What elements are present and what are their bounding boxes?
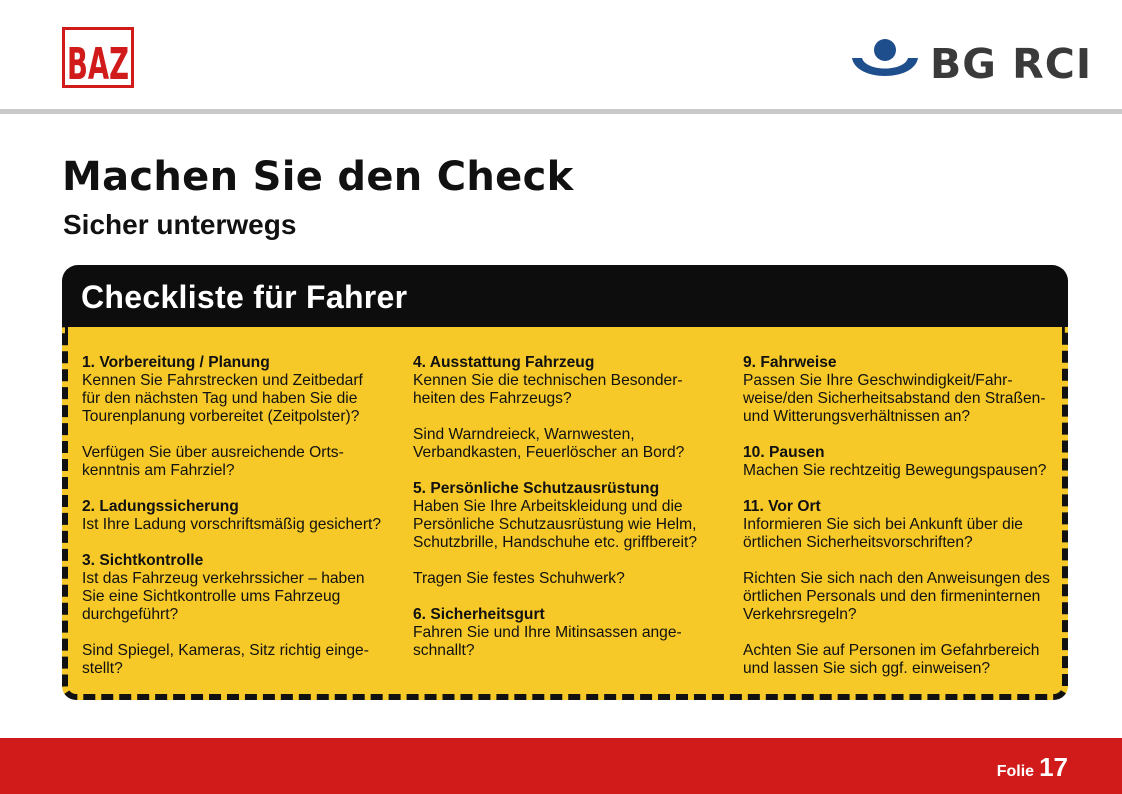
- section-text: Sind Warndreieck, Warnwesten, Verbandkasten, Feuerlöscher an Bord?: [413, 426, 685, 461]
- checklist-title: Checkliste für Fahrer: [81, 279, 408, 315]
- checklist-section: [413, 480, 733, 588]
- section-text: Ist Ihre Ladung vorschriftsmäßig gesichert?: [82, 516, 382, 533]
- footer-bar: [0, 738, 1122, 794]
- section-title: 1. Vorbereitung / Planung: [82, 354, 270, 371]
- section-title: 6. Sicherheitsgurt: [413, 606, 545, 623]
- baz-logo: [62, 27, 134, 88]
- checklist-section: [743, 498, 1063, 678]
- section-text: Sind Spiegel, Kameras, Sitz richtig einge- stellt?: [82, 642, 369, 677]
- section-text: Machen Sie rechtzeitig Bewegungspausen?: [743, 462, 1047, 479]
- section-text: Richten Sie sich nach den Anweisungen des örtlichen Personals und den firmeninternen Verkehrsregeln?: [743, 570, 1050, 623]
- section-title: 10. Pausen: [743, 444, 825, 461]
- section-text: Fahren Sie und Ihre Mitinsassen ange- schnallt?: [413, 624, 682, 659]
- section-title: 3. Sichtkontrolle: [82, 552, 204, 569]
- section-title: 2. Ladungssicherung: [82, 498, 239, 515]
- checklist-body: [62, 327, 1068, 700]
- baz-logo-text: BAZ: [67, 39, 129, 90]
- checklist-section: [82, 498, 402, 534]
- checklist-card: [62, 265, 1068, 700]
- baz-logo-mark: [62, 27, 134, 88]
- checklist-column-3: [743, 354, 1063, 696]
- section-title: 5. Persönliche Schutzausrüstung: [413, 480, 660, 497]
- checklist-header: [62, 265, 1068, 327]
- bgrci-logo: [850, 38, 1092, 90]
- section-title: 11. Vor Ort: [743, 498, 821, 515]
- section-text: Kennen Sie Fahrstrecken und Zeitbedarf für den nächsten Tag und haben Sie die Tourenplanung vorbereitet (Zeitpolster)?: [82, 372, 363, 425]
- bgrci-emblem-icon: [850, 38, 920, 90]
- checklist-section: [413, 606, 733, 660]
- checklist-section: [743, 354, 1063, 426]
- section-text: Kennen Sie die technischen Besonder- heiten des Fahrzeugs?: [413, 372, 683, 407]
- section-text: Passen Sie Ihre Geschwindigkeit/Fahr- weise/den Sicherheitsabstand den Straßen- und Witterungsverhältnissen an?: [743, 372, 1046, 425]
- section-text: Haben Sie Ihre Arbeitskleidung und die Persönliche Schutzausrüstung wie Helm, Schutzbrille, Handschuhe etc. griffbereit?: [413, 498, 698, 551]
- page-title: Machen Sie den Check: [62, 154, 574, 200]
- checklist-column-1: [82, 354, 402, 696]
- section-text: Tragen Sie festes Schuhwerk?: [413, 570, 625, 587]
- checklist-column-2: [413, 354, 733, 678]
- section-title: 9. Fahrweise: [743, 354, 837, 371]
- section-text: Informieren Sie sich bei Ankunft über die örtlichen Sicherheitsvorschriften?: [743, 516, 1023, 551]
- checklist-section: [413, 354, 733, 462]
- bgrci-logo-text: BG RCI: [930, 39, 1093, 88]
- slide-number: [997, 752, 1068, 783]
- section-text: Ist das Fahrzeug verkehrssicher – haben Sie eine Sichtkontrolle ums Fahrzeug durchgeführt?: [82, 570, 365, 623]
- checklist-section: [82, 552, 402, 678]
- checklist-section: [82, 354, 402, 480]
- checklist-section: [743, 444, 1063, 480]
- slide-number-label: Folie: [996, 763, 1035, 780]
- section-text: Achten Sie auf Personen im Gefahrbereich und lassen Sie sich ggf. einweisen?: [743, 642, 1040, 677]
- header-divider: [0, 109, 1122, 114]
- section-text: Verfügen Sie über ausreichende Orts- kenntnis am Fahrziel?: [82, 444, 344, 479]
- section-title: 4. Ausstattung Fahrzeug: [413, 354, 595, 371]
- page-subtitle: Sicher unterwegs: [63, 209, 297, 240]
- slide-number-value: 17: [1039, 752, 1068, 782]
